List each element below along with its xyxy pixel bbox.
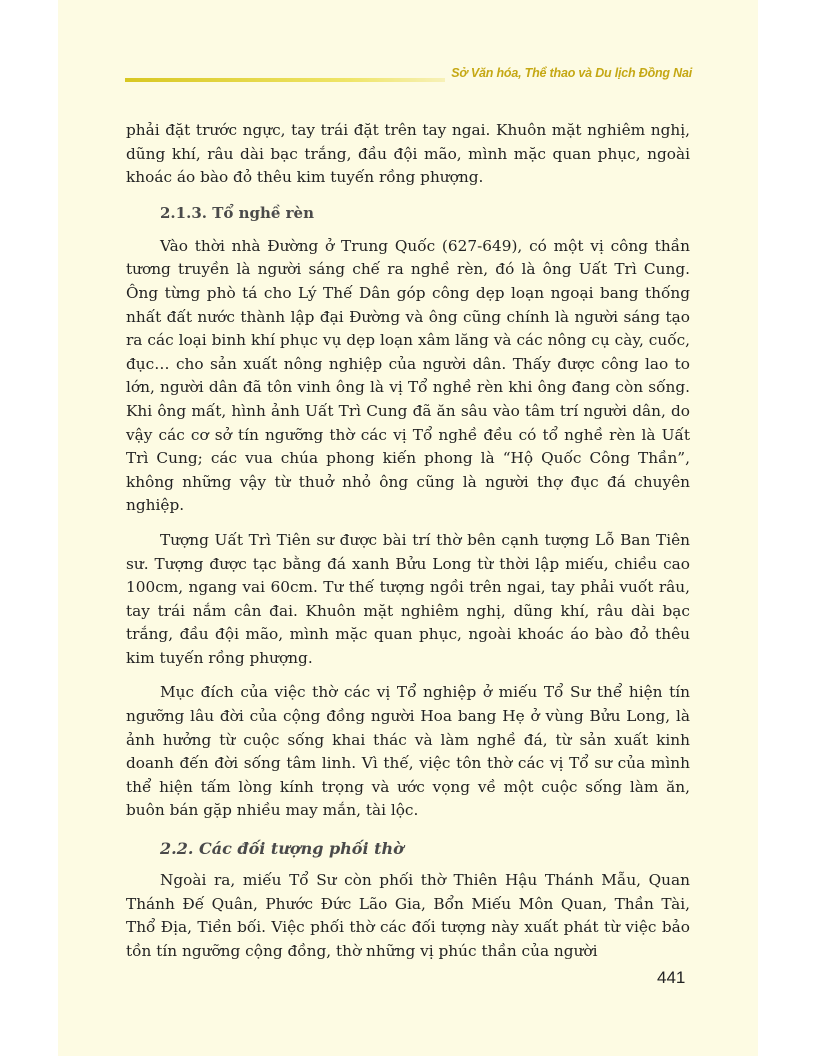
page-number: 441 (657, 968, 686, 987)
section-heading-2-1-3: 2.1.3. Tổ nghề rèn (160, 203, 315, 222)
paragraph: Vào thời nhà Đường ở Trung Quốc (627-649), có một vị công thần tương truyền là người sáng chế ra nghề rèn, đó là ông Uất Trì Cung. Ông từng phò tá cho Lý Thế Dân góp công dẹp loạn ngoại bang thống nhất đất nước thành lập đại Đường và ông cũng chính là người sáng tạo ra các loại binh khí phục vụ dẹp loạn xâm lăng và các nông cụ cày, cuốc, đục… cho sản xuất nông nghiệp của người dân. Thấy được công lao to lớn, người dân đã tôn vinh ông là vị Tổ nghề rèn khi ông đang còn sống. Khi ông mất, hình ảnh Uất Trì Cung đã ăn sâu vào tâm trí người dân, do vậy các cơ sở tín ngưỡng thờ các vị Tổ nghề đều có tổ nghề rèn là Uất Trì Cung; các vua chúa phong kiến phong là “Hộ Quốc Công Thần”, không những vậy từ thuở nhỏ ông cũng là người thợ đục đá chuyên nghiệp. (126, 236, 690, 515)
paragraph-continued: phải đặt trước ngực, tay trái đặt trên tay ngai. Khuôn mặt nghiêm nghị, dũng khí, râu dài bạc trắng, đầu đội mão, mình mặc quan phục, ngoài khoác áo bào đỏ thêu kim tuyến rồng phượng. (126, 121, 690, 187)
page-body (126, 119, 690, 974)
section-heading-2-2: 2.2. Các đối tượng phối thờ (160, 839, 404, 859)
header-rule (125, 78, 445, 82)
running-header: Sở Văn hóa, Thể thao và Du lịch Đồng Nai (451, 66, 692, 80)
paragraph: Mục đích của việc thờ các vị Tổ nghiệp ở miếu Tổ Sư thể hiện tín ngưỡng lâu đời của cộng đồng người Hoa bang Hẹ ở vùng Bửu Long, là ảnh hưởng từ cuộc sống khai thác và làm nghề đá, từ sản xuất kinh doanh đến đời sống tâm linh. Vì thế, việc tôn thờ các vị Tổ sư của mình thể hiện tấm lòng kính trọng và ước vọng về một cuộc sống làm ăn, buôn bán gặp nhiều may mắn, tài lộc. (126, 683, 690, 820)
paragraph: Ngoài ra, miếu Tổ Sư còn phối thờ Thiên Hậu Thánh Mẫu, Quan Thánh Đế Quân, Phước Đức Lão Gia, Bổn Miếu Môn Quan, Thần Tài, Thổ Địa, Tiền bối. Việc phối thờ các đối tượng này xuất phát từ việc bảo tồn tín ngưỡng cộng đồng, thờ những vị phúc thần của người (126, 871, 690, 960)
paragraph: Tượng Uất Trì Tiên sư được bài trí thờ bên cạnh tượng Lỗ Ban Tiên sư. Tượng được tạc bằng đá xanh Bửu Long từ thời lập miếu, chiều cao 100cm, ngang vai 60cm. Tư thế tượng ngồi trên ngai, tay phải vuốt râu, tay trái nắm cân đai. Khuôn mặt nghiêm nghị, dũng khí, râu dài bạc trắng, đầu đội mão, mình mặc quan phục, ngoài khoác áo bào đỏ thêu kim tuyến rồng phượng. (126, 530, 690, 667)
